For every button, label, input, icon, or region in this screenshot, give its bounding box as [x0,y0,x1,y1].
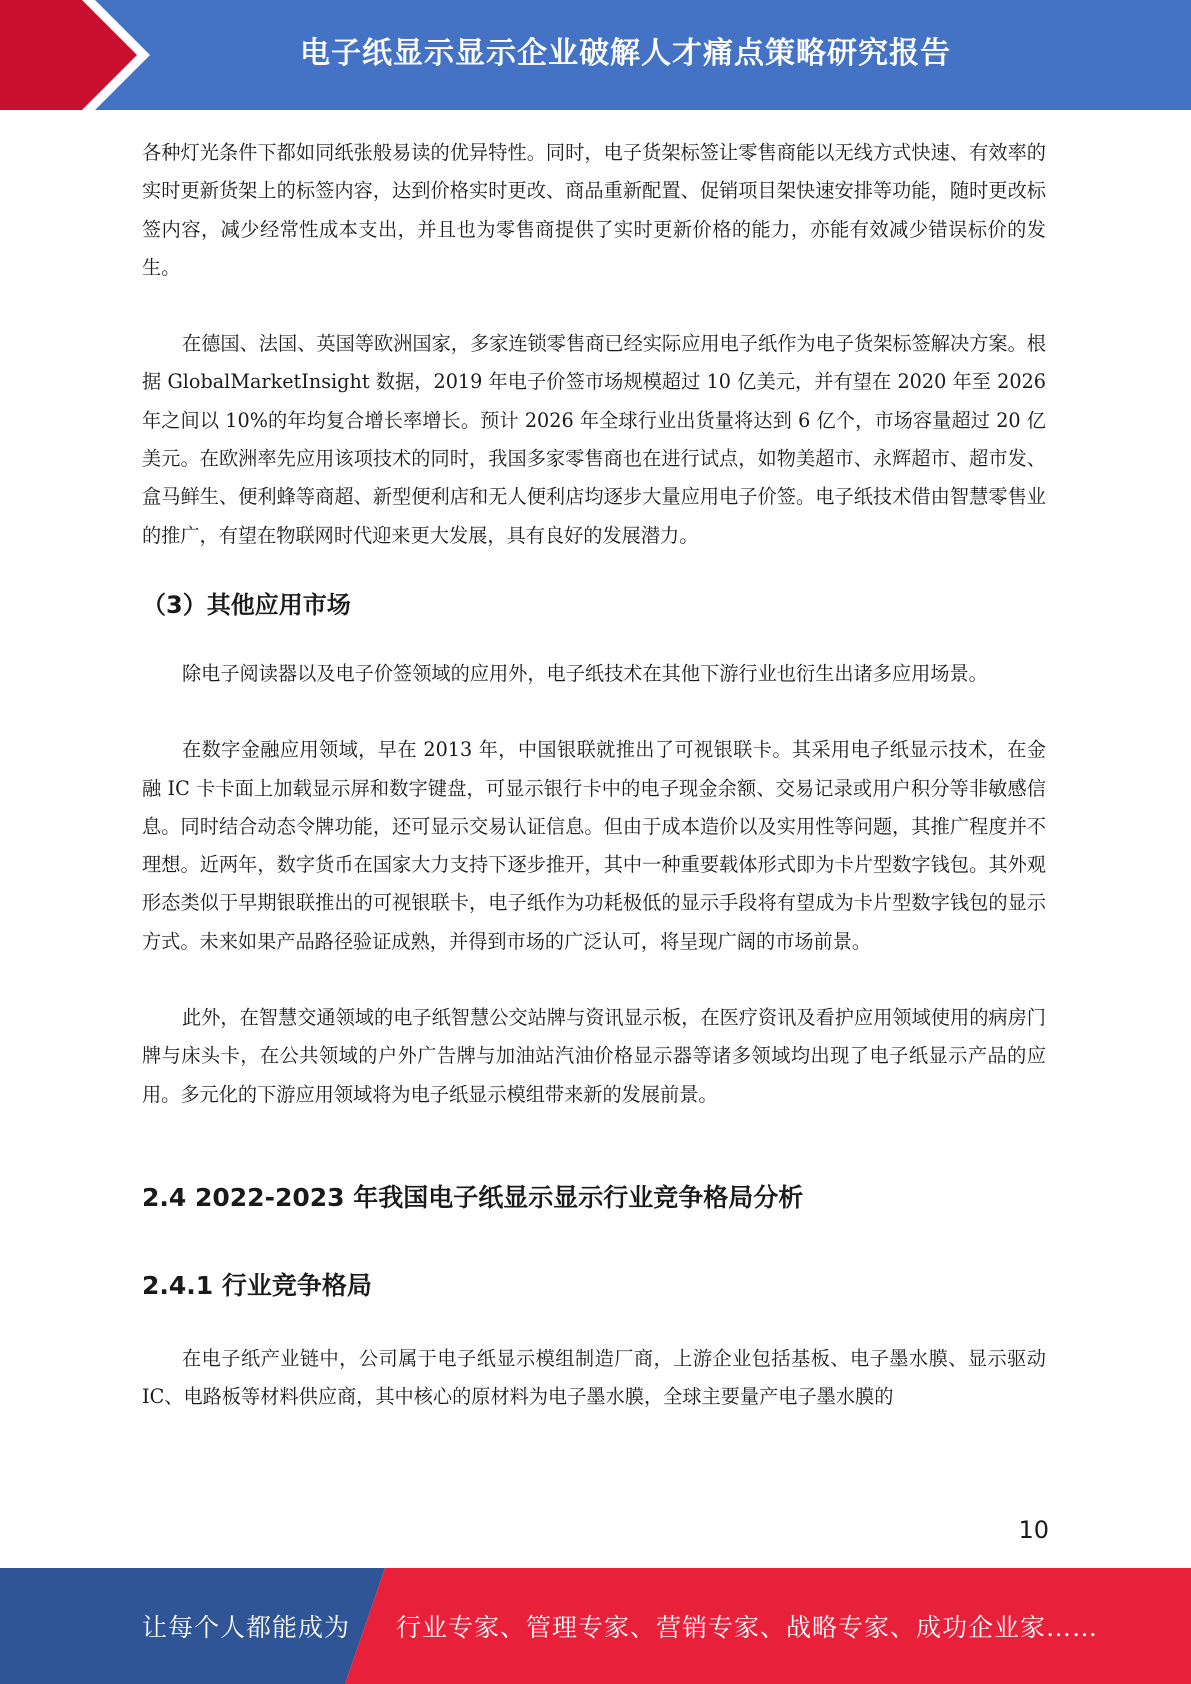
page-number: 10 [1018,1516,1049,1544]
paragraph: 此外，在智慧交通领域的电子纸智慧公交站牌与资讯显示板，在医疗资讯及看护应用领域使用的病房门牌与床头卡，在公共领域的户外广告牌与加油站汽油价格显示器等诸多领域均出现了电子纸显示产品的应用。多元化的下游应用领域将为电子纸显示模组带来新的发展前景。 [142,1006,1046,1106]
page-header [0,0,1191,110]
footer-slogan-left: 让每个人都能成为 [142,1613,351,1642]
footer-slogan-right: 行业专家、管理专家、营销专家、战略专家、成功企业家…… [396,1613,1099,1642]
paragraph: 在数字金融应用领域，早在 2013 年，中国银联就推出了可视银联卡。其采用电子纸显示技术，在金融 IC 卡卡面上加载显示屏和数字键盘，可显示银行卡中的电子现金余额、交易记录或用户积分等非敏感信息。同时结合动态令牌功能，还可显示交易认证信息。但由于成本造价以及实用性等问题，其推广程度并不理想。近两年，数字货币在国家大力支持下逐步推开，其中一种重要载体形式即为卡片型数字钱包。其外观形态类似于早期银联推出的可视银联卡，电子纸作为功耗极低的显示手段将有望成为卡片型数字钱包的显示方式。未来如果产品路径验证成熟，并得到市场的广泛认可，将呈现广阔的市场前景。 [142,738,1046,953]
subsection-heading: 2.4.1 行业竞争格局 [142,1270,372,1300]
page-footer [0,1568,1191,1684]
paragraph: 除电子阅读器以及电子价签领域的应用外，电子纸技术在其他下游行业也衍生出诸多应用场景。 [182,661,988,685]
section-heading: （3）其他应用市场 [142,590,351,619]
document-body [142,134,1046,1417]
report-title: 电子纸显示显示企业破解人才痛点策略研究报告 [300,36,951,71]
paragraph: 在电子纸产业链中，公司属于电子纸显示模组制造厂商，上游企业包括基板、电子墨水膜、显示驱动 IC、电路板等材料供应商，其中核心的原材料为电子墨水膜，全球主要量产电子墨水膜的 [142,1346,1046,1409]
paragraph: 各种灯光条件下都如同纸张般易读的优异特性。同时，电子货架标签让零售商能以无线方式快速、有效率的实时更新货架上的标签内容，达到价格实时更改、商品重新配置、促销项目架快速安排等功能，随时更改标签内容，减少经常性成本支出，并且也为零售商提供了实时更新价格的能力，亦能有效减少错误标价的发生。 [142,141,1046,279]
paragraph: 在德国、法国、英国等欧洲国家，多家连锁零售商已经实际应用电子纸作为电子货架标签解决方案。根据 GlobalMarketInsight 数据，2019 年电子价签市场规模超过 10 亿美元，并有望在 2020 年至 2026 年之间以 10%的年均复合增长率增长。预计 2026 年全球行业出货量将达到 6 亿个，市场容量超过 20 亿美元。在欧洲率先应用该项技术的同时，我国多家零售商也在进行试点，如物美超市、永辉超市、超市发、盒马鲜生、便利蜂等商超、新型便利店和无人便利店均逐步大量应用电子价签。电子纸技术借由智慧零售业的推广，有望在物联网时代迎来更大发展，具有良好的发展潜力。 [142,332,1046,547]
section-heading: 2.4 2022-2023 年我国电子纸显示显示行业竞争格局分析 [142,1182,804,1212]
